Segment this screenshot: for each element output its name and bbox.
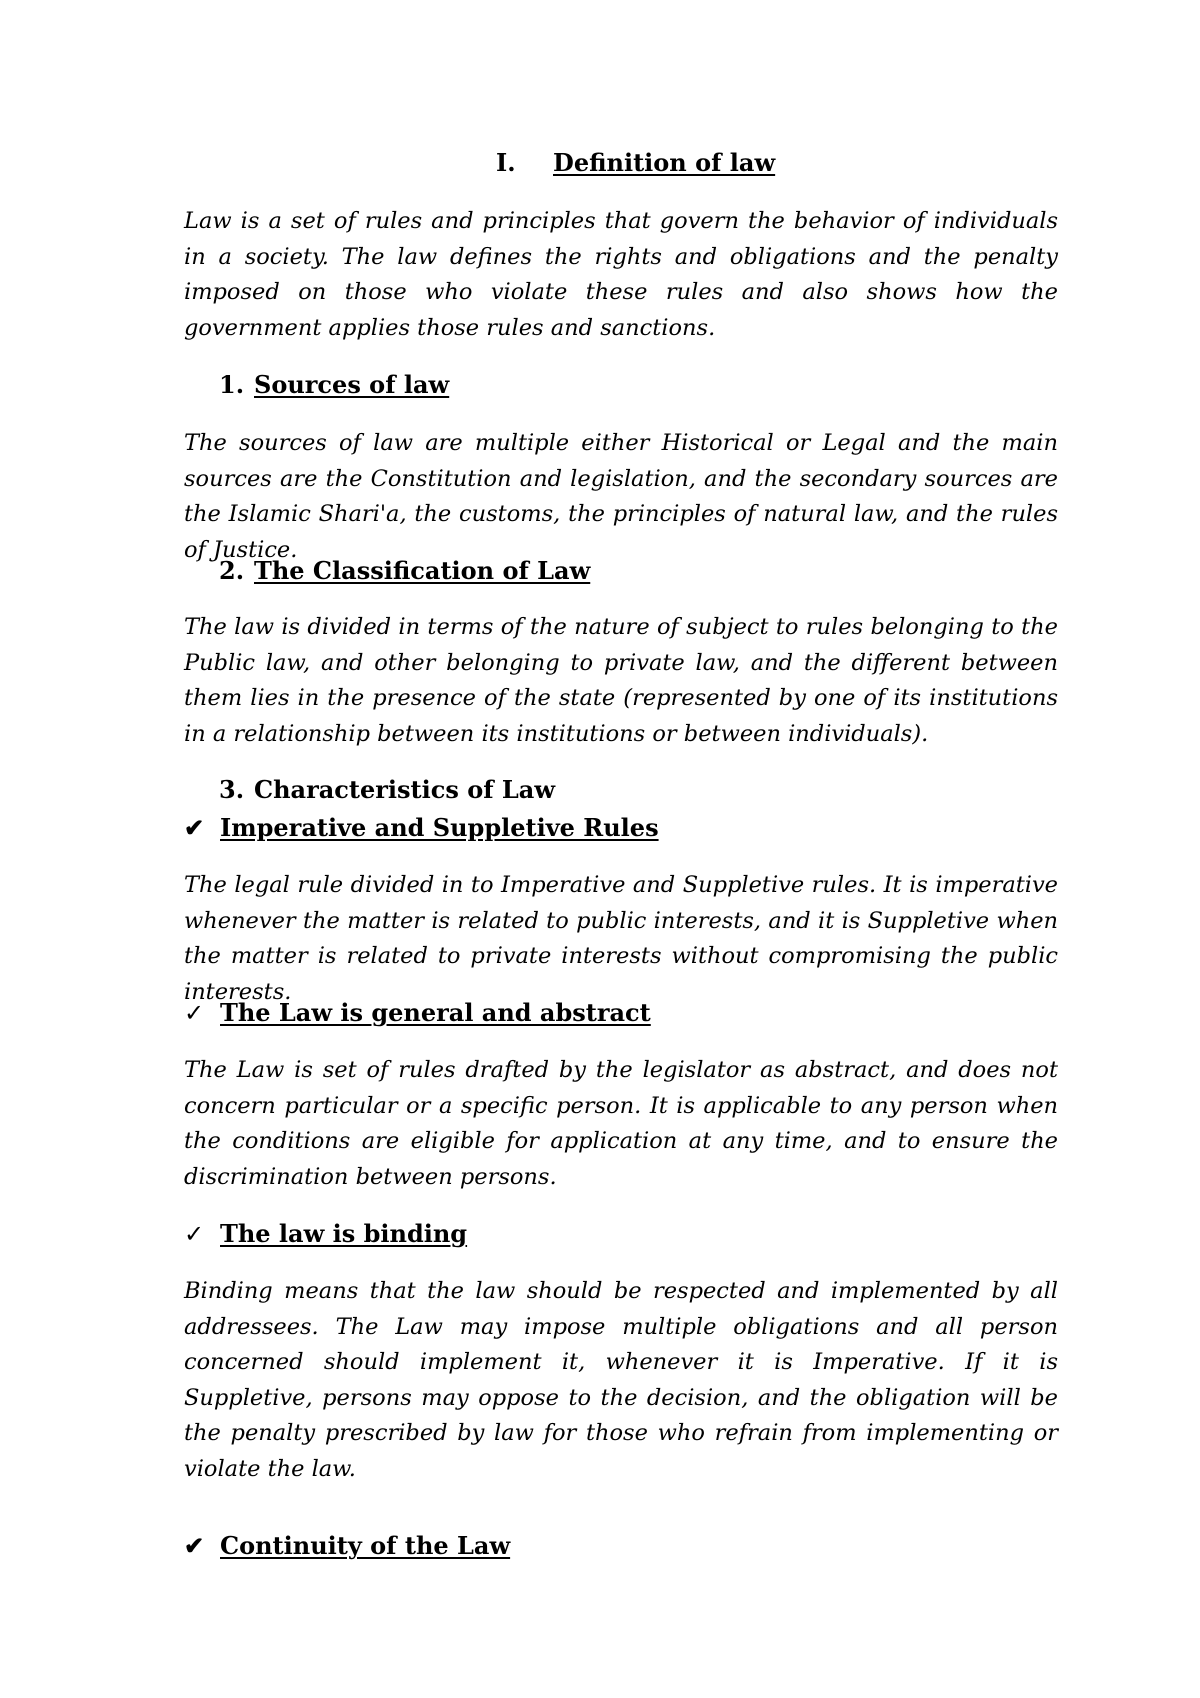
characteristic-title: Imperative and Suppletive Rules (220, 813, 659, 842)
classification-paragraph: The law is divided in terms of the nature of subject to rules belonging to the Public law, and other belonging to private law, and the different between them lies in the presence of the state (represented by one of its institutions in a relationship between its institutions or between individuals). (184, 614, 1058, 747)
checkmark-icon: ✔ (184, 1531, 205, 1560)
characteristic-title: The Law is general and abstract (220, 998, 651, 1027)
subsection-title: Characteristics of Law (254, 775, 555, 804)
sources-paragraph: The sources of law are multiple either Historical or Legal and the main sources are the Constitution and legislation, and the secondary sources are the Islamic Shari'a, the customs, the principles of natural law, and the rules of Justice. (184, 430, 1058, 563)
section-title: Definition of law (553, 148, 776, 177)
subsection-number: 3. (219, 775, 245, 804)
definition-paragraph: Law is a set of rules and principles that govern the behavior of individuals in a society. The law defines the rights and obligations and the penalty imposed on those who violate these rules and also shows how the government applies those rules and sanctions. (184, 208, 1058, 341)
imperative-paragraph: The legal rule divided in to Imperative and Suppletive rules. It is imperative whenever the matter is related to public interests, and it is Suppletive when the matter is related to private interests without compromising the public interests. (184, 872, 1058, 1005)
binding-paragraph: Binding means that the law should be respected and implemented by all addressees. The Law may impose multiple obligations and all person concerned should implement it, whenever it is Imperative. If it is Suppletive, persons may oppose to the decision, and the obligation will be the penalty prescribed by law for those who refrain from implementing or violate the law. (184, 1278, 1058, 1482)
section-heading-definition (496, 149, 775, 177)
subsection-heading-sources (219, 371, 449, 399)
characteristic-heading-imperative (184, 814, 659, 842)
checkmark-icon: ✓ (184, 999, 205, 1027)
characteristic-title: The law is binding (220, 1219, 468, 1248)
subsection-title: The Classification of Law (254, 556, 591, 585)
subsection-number: 1. (219, 370, 245, 399)
characteristic-heading-general (184, 999, 651, 1027)
characteristic-title: Continuity of the Law (220, 1531, 511, 1560)
characteristic-heading-continuity (184, 1532, 510, 1560)
subsection-heading-characteristics (219, 776, 555, 804)
general-abstract-paragraph: The Law is set of rules drafted by the legislator as abstract, and does not concern particular or a specific person. It is applicable to any person when the conditions are eligible for application at any time, and to ensure the discrimination between persons. (184, 1057, 1058, 1190)
subsection-heading-classification (219, 557, 590, 585)
subsection-title: Sources of law (254, 370, 450, 399)
checkmark-icon: ✔ (184, 813, 205, 842)
section-number: I. (496, 148, 516, 177)
subsection-number: 2. (219, 556, 245, 585)
characteristic-heading-binding (184, 1220, 467, 1248)
checkmark-icon: ✓ (184, 1220, 205, 1248)
